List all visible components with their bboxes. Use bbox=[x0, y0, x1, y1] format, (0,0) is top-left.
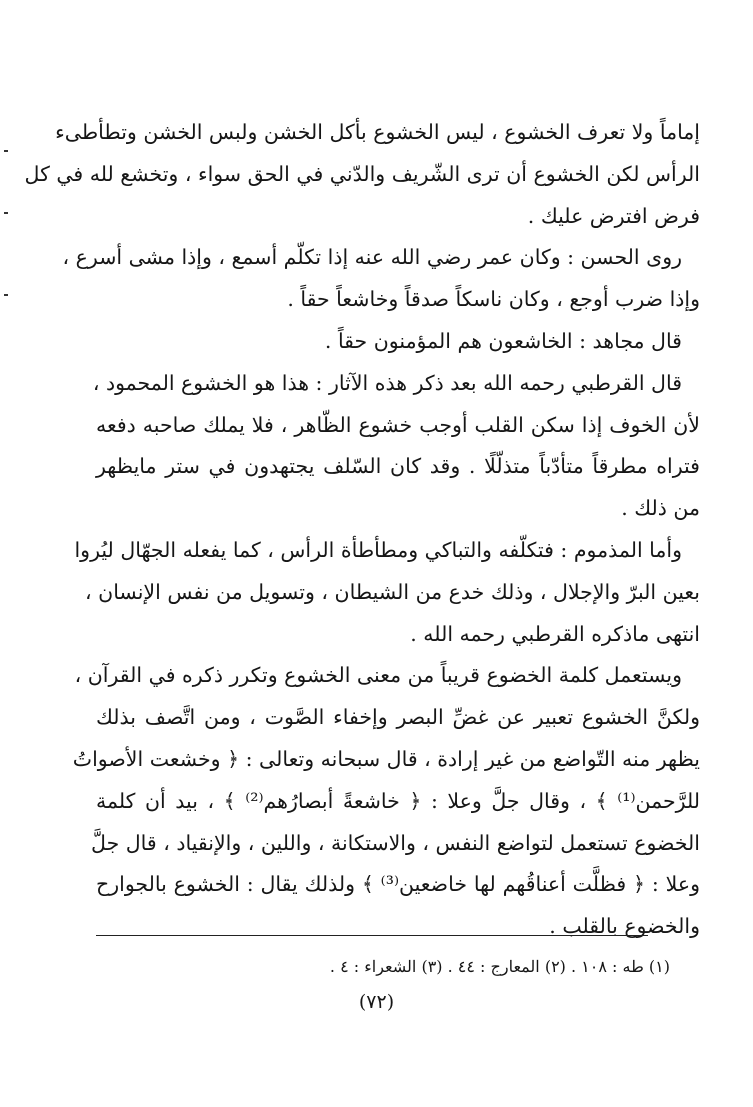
text-line: وعلا : ﴿ فظلَّت أعناقُهم لها خاضعين⁽³⁾ ﴾ ولذلك يقال : الخشوع بالجوارح bbox=[96, 872, 700, 897]
margin-mark bbox=[4, 212, 8, 214]
text-line: قال مجاهد : الخاشعون هم المؤمنون حقاً . bbox=[324, 328, 682, 353]
footnote: (١) طه : ١٠٨ . (٢) المعارج : ٤٤ . (٣) الشعراء : ٤ . bbox=[329, 957, 670, 976]
text-line: الخضوع تستعمل لتواضع النفس ، والاستكانة ، واللين ، والإنقياد ، قال جلَّ bbox=[91, 830, 700, 855]
page-number: (٧٢) bbox=[358, 991, 395, 1013]
text-line: وإذا ضرب أوجع ، وكان ناسكاً صدقاً وخاشعاً حقاً . bbox=[287, 287, 700, 312]
margin-mark bbox=[4, 150, 8, 152]
footnote-divider bbox=[96, 935, 648, 936]
text-line: والخضوع بالقلب . bbox=[549, 914, 700, 939]
text-line: بعين البرّ والإجلال ، وذلك خدع من الشيطان ، وتسويل من نفس الإنسان ، bbox=[85, 579, 700, 604]
text-line: ولكنَّ الخشوع تعبير عن غضِّ البصر وإخفاء الصَّوت ، ومن اتَّصف بذلك bbox=[96, 705, 700, 730]
text-line: يظهر منه التّواضع من غير إرادة ، قال سبحانه وتعالى : ﴿ وخشعت الأصواتُ bbox=[72, 746, 700, 771]
text-line: فرض افترض عليك . bbox=[527, 203, 700, 228]
text-line: ويستعمل كلمة الخضوع قريباً من معنى الخشوع وتكرر ذكره في القرآن ، bbox=[74, 663, 682, 688]
text-line: قال القرطبي رحمه الله بعد ذكر هذه الآثار : هذا هو الخشوع المحمود ، bbox=[92, 370, 682, 395]
text-line: للرَّحمن⁽¹⁾ ﴾ ، وقال جلَّ وعلا : ﴿ خاشعةً أبصارُهم⁽²⁾ ﴾ ، بيد أن كلمة bbox=[96, 788, 700, 813]
text-line: روى الحسن : وكان عمر رضي الله عنه إذا تكلّم أسمع ، وإذا مشى أسرع ، bbox=[62, 245, 682, 270]
text-line: لأن الخوف إذا سكن القلب أوجب خشوع الظّاهر ، فلا يملك صاحبه دفعه bbox=[96, 412, 700, 437]
text-line: فتراه مطرقاً متأدّباً متذلّلًا . وقد كان السّلف يجتهدون في ستر مايظهر bbox=[96, 454, 700, 479]
text-line: الرأس لكن الخشوع أن ترى الشّريف والدّني في الحق سواء ، وتخشع لله في كل bbox=[24, 161, 700, 186]
text-line: من ذلك . bbox=[621, 496, 700, 521]
text-line: وأما المذموم : فتكلّفه والتباكي ومطأطأة الرأس ، كما يفعله الجهّال ليُروا bbox=[74, 537, 682, 562]
margin-mark bbox=[4, 294, 8, 296]
text-line: انتهى ماذكره القرطبي رحمه الله . bbox=[410, 621, 700, 646]
main-text bbox=[24, 112, 700, 948]
text-line: إماماً ولا تعرف الخشوع ، ليس الخشوع بأكل الخشن ولبس الخشن وتطأطىء bbox=[55, 120, 700, 144]
